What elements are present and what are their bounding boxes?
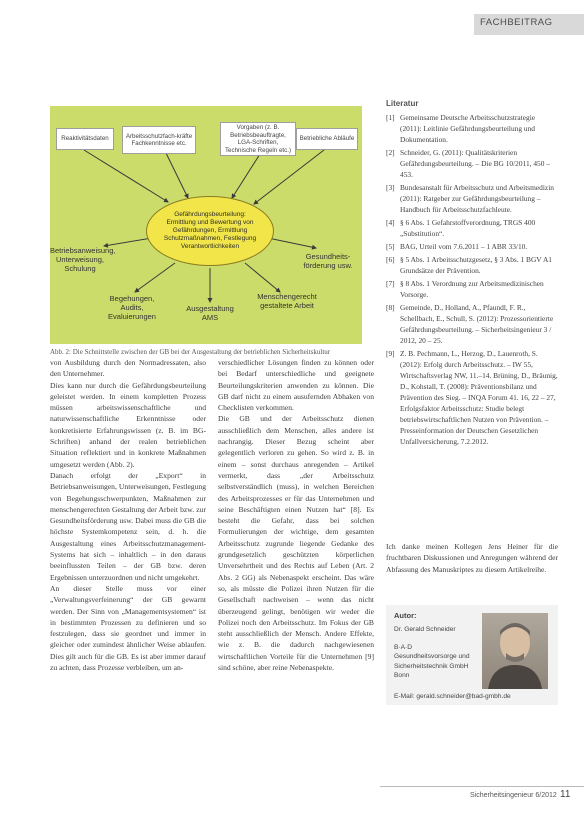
author-city: Bonn [394,672,410,679]
footer-journal: Sicherheitsingenieur 6/2012 [470,792,557,799]
page-number: 11 [560,789,571,800]
literature-item: [4] § 6 Abs. 1 Gefahrstoffverordnung, TRGS 400 „Substitution“. [386,218,536,238]
author-org: B·A·D Gesundheitsvorsorge und Sicherheitstechnik GmbH [394,643,470,670]
paragraph: Dies kann nur durch die Gefährdungsbeurteilung geleistet werden. In einem kompletten Prozess müssen arbeitswissenschaftliche und naturwissenschaftliche Erkenntnisse oder konkretisierte Erfahrungswissen (z. B. im BG-Schriften) anhand der realen betrieblichen Situation reflektiert und in konkrete Maßnahmen umgesetzt werden (Abb. 2). [50,380,206,469]
literature-heading: Literatur [386,99,419,108]
literature-list [386,112,558,449]
paragraph: Die GB und der Arbeitsschutz dienen ausschließlich dem Menschen, alles andere ist nachrangig. Dieser Bezug scheint aber gelegentlich verloren zu gehen. So wird z. B. in einem – sonst durchaus anregenden – Artikel vermerkt, dass „der Arbeitsschutz selbstverständlich (muss), in welchen Bereichen des Arbeitsprozesses er für das Unternehmen und seine Beschäftigten einen Nutzen hat“ [8]. Es besteht die Gefahr, dass bei solchen Formulierungen der wichtige, dem gesamten Arbeitsschutz zugrunde liegende Gedanke des grundgesetzlich geschützten körperlichen Unversehrtheit und des Rechts auf Leben (Art. 2 Abs. 2 GG) als Nebenaspekt erscheint. Das wäre so, als müsste die Polizei ihren Nutzen für die Gesellschaft nachweisen – wenn das nicht überzeugend gelingt, benötigen wir weder die Polizei noch den Arbeitsschutz. Im Fokus der GB steht ausschließlich der Mensch. Andere Effekte, wie z. B. die dadurch nachgewiesenen wirtschaftlichen Vorteile für die Unternehmen [9] sind schöne, aber reine Nebenaspekte. [218,414,374,673]
paragraph: Danach erfolgt der „Export“ in Betriebsanweisungen, Unterweisungen, Festlegung von Begehungsschwerpunkten, Maßnahmen zur menschengerechten Gestaltung der Arbeit bzw. zur Gesundheitsförderung usw. Dabei muss die GB die höchste Systemkompetenz sein, d. h. die Ausgestaltung eines Arbeitsschutzmanagement-Systems hat sich – inhaltlich – in den daraus beeinflussten Teilen – der GB bzw. deren Ergebnissen unterzuordnen und nicht umgekehrt. [50,470,206,582]
label-humane-work: Menschengerecht gestaltete Arbeit [257,292,317,310]
footer-divider [380,786,584,787]
label-instruction: Betriebsanweisung, Unterweisung, Schulung [50,246,116,273]
author-name: Dr. Gerald Schneider [394,626,456,633]
literature-item: [6] § 5 Abs. 1 Arbeitsschutzgesetz, § 3 Abs. 1 BGV A1 Grundsätze der Prävention. [386,255,552,275]
author-photo [482,613,548,689]
literature-item: [8] Gemeinde, D., Holland, A., Pfaundl, F. R., Schellbach, E., Schull, S. (2012): Prozessorientierte Gefährdungsbeurteilung. – Sicherheitsingenieur 3 / 2012, 20 – 25. [386,303,554,345]
portrait-image [482,613,548,689]
label-ams: Ausgestaltung AMS [186,304,234,322]
figure-diagram [50,106,362,344]
literature-item: [7] § 8 Abs. 1 Verordnung zur Arbeitsmedizinischen Vorsorge. [386,279,544,299]
author-heading: Autor: [394,611,417,620]
center-ellipse: Gefährdungsbeurteilung: Ermittlung und Bewertung von Gefährdungen, Ermittlung Schutzmaßnahmen, Festlegung Verantwortlichkeiten [146,196,274,266]
box-experts: Arbeitsschutzfach-kräfte Fachkenntnisse etc. [122,126,196,154]
literature-item: [9] Z. B. Pechmann, L., Herzog, D., Lauenroth, S. (2012): Erfolg durch Arbeitsschutz. – IW 55, Wirtschaftsverlag NW, 11.–14. Brüning, D., Bräunig, D., Kohstall, T. (2008): Präventionsbilanz und Prävention des Sieg. – INQA Forum 41. 16, 22 – 27, Erfolgsfaktor Arbeitsschutz: Studie belegt betriebswirtschaftlichen Nutzen von Prävention. – Presseinformation der Deutschen Gesetzlichen Unfallversicherung, 7.2.2012. [386,349,558,446]
label-health-promotion: Gesundheits-förderung usw. [303,252,353,270]
paragraph: von Ausbildung durch den Normadressaten, also den Unternehmer. [50,358,206,379]
label-audits: Begehungen, Audits, Evaluierungen [108,294,156,321]
literature-item: [5] BAG, Urteil vom 7.6.2011 – 1 ABR 33/10. [386,242,528,251]
acknowledgement: Ich danke meinen Kollegen Jens Heiner für die fruchtbaren Diskussionen und Anregungen während der Abfassung des Manuskriptes zu diesem Artikelreihe. [386,542,558,574]
section-label: FACHBEITRAG [480,17,553,28]
literature-item: [3] Bundesanstalt für Arbeitsschutz und Arbeitsmedizin (2011): Ratgeber zur Gefährdungsbeurteilung – Handbuch für Arbeitsschutzfachleute. [386,183,554,214]
box-regulations: Vorgaben (z. B. Betriebsbeauftragte, LGA-Schriften, Technische Regeln etc.) [220,122,296,156]
author-box [386,605,558,705]
paragraph: verschiedlicher Lösungen finden zu können oder bei Bedarf unterschiedliche und geeignete Beurteilungskriterien anwenden zu können. Die GB darf nicht zu einem ausufernden Abhaken von Checklisten verkommen. [218,358,374,413]
paragraph: An dieser Stelle muss vor einer „Verwaltungsverfeinerung“ der GB gewarnt werden. Der Sinn von „Managementsystemen“ ist in bestimmten Prozessen zu definieren und so festzulegen, dass sie geordnet und immer in gleicher oder zumindest ähnlicher Weise ablaufen. Dies gilt auch für die GB. Es ist aber immer darauf zu achten, dass Prozesse verbleiben, um an- [50,583,206,673]
section-tab [474,14,584,35]
box-data: Reaktivitätsdaten [56,128,114,150]
figure-caption: Abb. 2: Die Schnittstelle zwischen der GB bei der Ausgestaltung der betrieblichen Sicherheitskultur [50,348,331,356]
box-processes: Betriebliche Abläufe [296,128,358,150]
author-info [394,625,474,681]
literature-item: [2] Schneider, G. (2011): Qualitätskriterien Gefährdungsbeurteilung. – Die BG 10/2011, 450 – 453. [386,148,550,179]
body-column-1 [50,357,206,673]
author-email[interactable]: E-Mail: gerald.schneider@bad-gmbh.de [394,693,511,700]
literature-item: [1] Gemeinsame Deutsche Arbeitsschutzstrategie (2011): Leitlinie Gefährdungsbeurteilung und Dokumentation. [386,113,536,144]
body-column-2 [218,357,374,673]
